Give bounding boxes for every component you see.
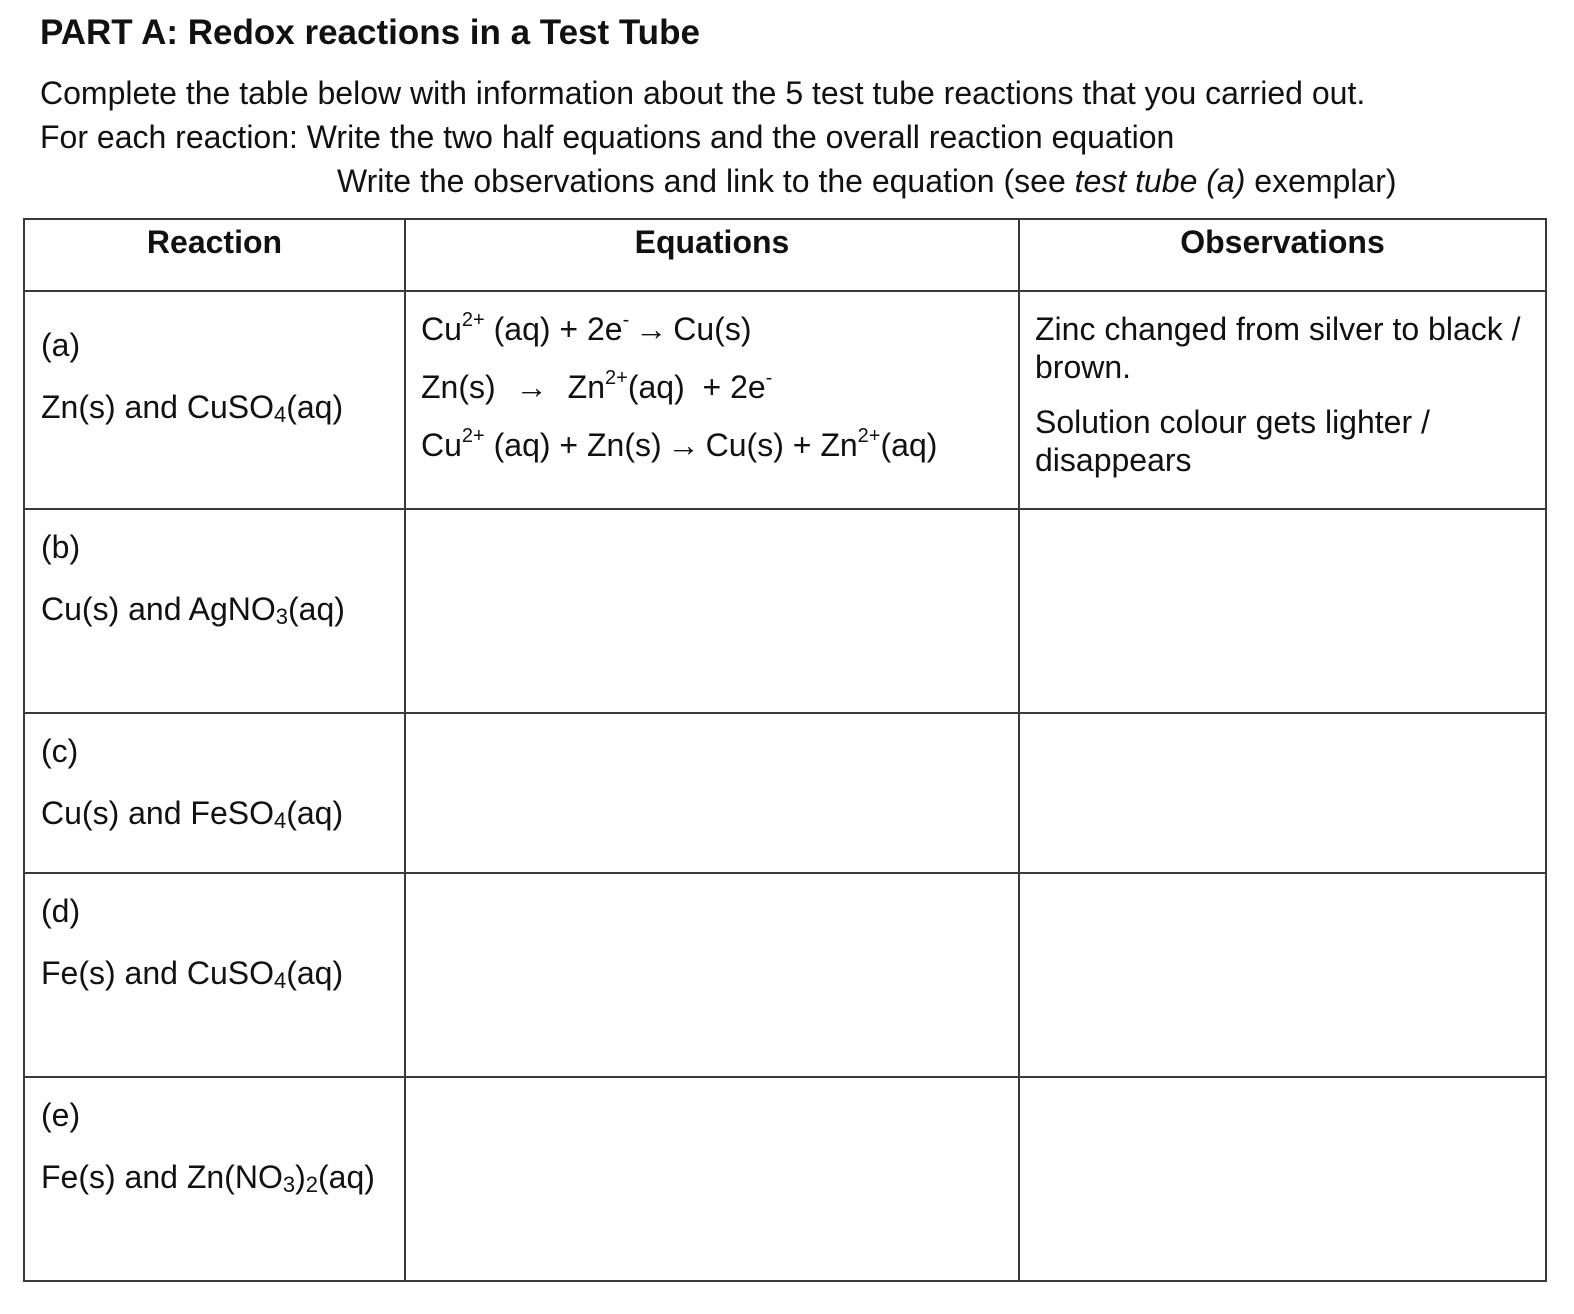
overall-equation: $Cu^{2+}$ $(aq) + Zn(s) \to Cu(s) + Zn^{2+}(aq)$ <box>421 425 938 463</box>
observations-cell[interactable] <box>1019 873 1546 1077</box>
observations-cell[interactable] <box>1019 1077 1546 1281</box>
reaction-cell <box>24 1077 405 1281</box>
reaction-label: (e) <box>41 1097 81 1133</box>
table-header-row <box>24 219 1546 291</box>
reaction-label: (d) <box>41 893 81 929</box>
instruction-line-1: Complete the table below with information about the 5 test tube reactions that you carried out. <box>40 75 1366 111</box>
equations-cell[interactable] <box>405 873 1019 1077</box>
equations-cell[interactable] <box>405 509 1019 713</box>
reaction-reactants: Fe(s) and $Zn(NO_3)_2(aq)$ <box>41 1159 375 1197</box>
reaction-cell <box>24 509 405 713</box>
observations-cell[interactable] <box>1019 713 1546 873</box>
reaction-reactants: Cu(s) and FeSO$_4$(aq) <box>41 795 344 833</box>
instruction-line-3: Write the observations and link to the equation (see test tube (a) exemplar) <box>337 163 1397 199</box>
observations-cell[interactable] <box>1019 509 1546 713</box>
page-title: PART A: Redox reactions in a Test Tube <box>40 13 700 52</box>
reaction-label: (c) <box>41 733 79 769</box>
table-row <box>24 713 1546 873</box>
equations-cell[interactable] <box>405 1077 1019 1281</box>
observations-cell <box>1019 291 1546 509</box>
table-row <box>24 1077 1546 1281</box>
header-equations: Equations <box>405 219 1019 291</box>
reaction-cell <box>24 873 405 1077</box>
header-reaction: Reaction <box>24 219 405 291</box>
instructions <box>40 71 1397 203</box>
reaction-reactants: Zn(s) and CuSO$_4$(aq) <box>41 389 344 427</box>
redox-table <box>23 218 1547 1282</box>
reaction-reactants: Fe(s) and CuSO$_4$(aq) <box>41 955 344 993</box>
table-row <box>24 873 1546 1077</box>
half-equation-reduction: $Cu^{2+}$ (aq) + 2e- → Cu(s) <box>421 309 752 347</box>
reaction-cell <box>24 291 405 509</box>
header-observations: Observations <box>1019 219 1546 291</box>
reaction-label: (a) <box>41 327 81 363</box>
instruction-line-2: For each reaction: Write the two half equations and the overall reaction equation <box>40 119 1175 155</box>
table-row <box>24 509 1546 713</box>
table-row <box>24 291 1546 509</box>
half-equation-oxidation: $Zn(s) \to Zn^{2+}(aq) + 2e^-$ <box>421 367 773 405</box>
observation-text: Solution colour gets lighter / disappears <box>1035 404 1430 478</box>
equations-cell <box>405 291 1019 509</box>
reaction-reactants: Cu(s) and AgNO$_3$(aq) <box>41 591 345 629</box>
observation-text: Zinc changed from silver to black / brown. <box>1035 311 1521 385</box>
reaction-label: (b) <box>41 529 81 565</box>
reaction-cell <box>24 713 405 873</box>
equations-cell[interactable] <box>405 713 1019 873</box>
